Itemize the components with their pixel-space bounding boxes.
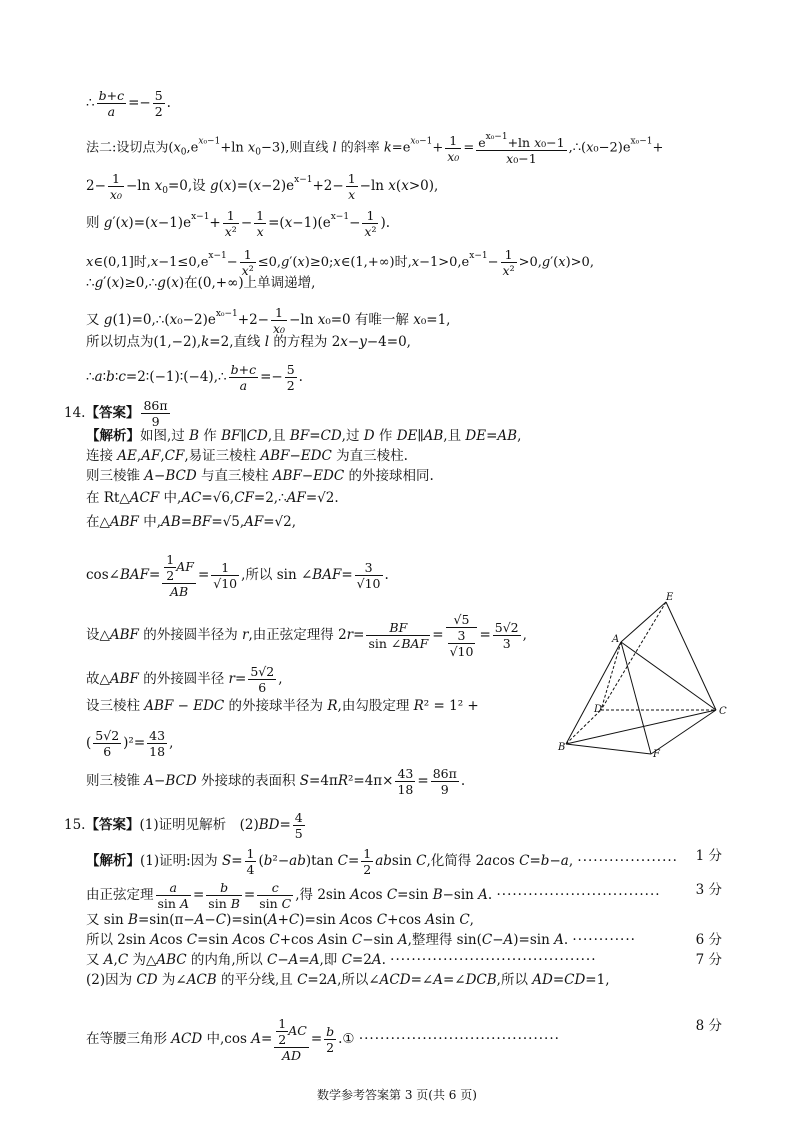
q15-line-6: (2)因为 CD 为∠ACB 的平分线,且 C=2A,所以∠ACD=∠A=∠DCB,所以 AD=CD=1, — [86, 972, 610, 988]
q15-line-3: 又 sin B=sin(π−A−C)=sin(A+C)=sin Acos C+cos Asin C, — [86, 912, 474, 928]
q15-score-2: 3 分 — [695, 882, 722, 898]
q14-line-4: 在 Rt△ACF 中,AC=√6,CF=2,∴AF=√2. — [86, 490, 339, 506]
q14-answer-line: 14.【答案】 $\frac{86\pi}{9}$ — [64, 398, 168, 429]
q15-score-4: 6 分 — [695, 932, 722, 948]
q15-line-1: 【解析】(1)证明:因为 S= $\frac{1}{4}$ (b²−ab)tan C= $\frac{1}{2}$ absin C,化简得 2acos C=b−a, ··················· — [86, 846, 678, 877]
edge-AC — [621, 642, 716, 710]
method2-line-7: 又 $g(1)=0,\therefore(x_0-2)e^{x_0-1}+2-$ $\frac{1}{\text{x₀}}$ −ln x₀=0 有唯一解 x₀=1, — [86, 305, 451, 336]
edge-FC — [651, 710, 716, 754]
edge-EC — [666, 602, 716, 710]
q14-line-1: 【解析】如图,过 B 作 BF∥CD,且 BF=CD,过 D 作 DE∥AB,且 DE=AB, — [86, 428, 522, 444]
label-E: E — [666, 592, 674, 603]
q15-line-4: 所以 2sin Acos C=sin Acos C+cos Asin C−sin A,整理得 sin(C−A)=sin A. ············ — [86, 932, 636, 948]
q15-score-7: 8 分 — [695, 1018, 722, 1034]
q15-number: 15. — [64, 817, 86, 833]
edge-AE — [621, 602, 666, 642]
q15-score-1: 1 分 — [695, 848, 722, 864]
q14-line-11: 则三棱锥 A−BCD 外接球的表面积 S=4πR²=4π× $\frac{43}{18}$ = $\frac{86\pi}{9}$ . — [86, 766, 466, 797]
q14-answer-tag: 【答案】 — [85, 405, 140, 421]
method2-line-6: ∴g′(x)≥0,∴g(x)在(0,+∞)上单调递增, — [86, 275, 316, 291]
method2-line-1: ∴ $\frac{b+c}{a}$ =− $\frac{5}{2}$ . — [86, 88, 171, 119]
edge-ED-hidden — [601, 602, 666, 710]
method2-line-2: 法二:设切点为($x_0,e^{x_0-1}+\ln$ $x_0-3$),则直线 l 的斜率 $k=e^{x_0-1}+$ $\frac{1}{\text{x₀}}$ = $\frac{e^{x_0-1}+\ln x_0-1}{\text{x₀−1}}$ $,\therefore(x_0-2)e^{x_0-1}+$ — [86, 132, 664, 166]
q14-line-10: ( $\frac{5√2}{6}$ )²= $\frac{43}{18}$ , — [86, 728, 174, 759]
q14-line-5: 在△ABF 中,AB=BF=√5,AF=√2, — [86, 514, 297, 530]
method2-line-9: ∴a∶b∶c=2∶(−1)∶(−4),∴ $\frac{b+c}{a}$ =− $\frac{5}{2}$ . — [86, 362, 303, 393]
q15-line-7: 在等腰三角形 ACD 中,cos A= $\frac{1}{2}$ AC AD = $\frac{b}{2}$ .① ······································ — [86, 1016, 560, 1063]
q14-line-6: cos∠BAF= $\frac{1}{2}$ AF AB = $\frac{1}{√10}$ ,所以 sin ∠BAF= $\frac{3}{√10}$ . — [86, 552, 389, 599]
q14-line-8: 故△ABF 的外接圆半径 r= $\frac{5√2}{6}$ , — [86, 664, 283, 695]
method2-line-8: 所以切点为(1,−2),k=2,直线 l 的方程为 2x−y−4=0, — [86, 334, 411, 350]
q15-line-5: 又 A,C 为△ABC 的内角,所以 C−A=A,即 C=2A. ······································· — [86, 952, 597, 968]
q14-line-2: 连接 AE,AF,CF,易证三棱柱 ABF−EDC 为直三棱柱. — [86, 448, 408, 464]
edge-AD-hidden — [601, 642, 621, 710]
page-footer: 数学参考答案第 3 页(共 6 页) — [317, 1088, 477, 1102]
q14-analysis-tag: 【解析】 — [86, 428, 140, 444]
label-A: A — [612, 634, 620, 645]
q15-answer-line: 15.【答案】(1)证明见解析 (2)BD= $\frac{4}{5}$ — [64, 810, 303, 841]
q14-number: 14. — [64, 405, 86, 421]
prism-figure — [556, 592, 736, 757]
q15-line-2: 由正弦定理 $\frac{a}{\text{sin A}}$ = $\frac{b}{\text{sin B}}$ = $\frac{c}{\text{sin C}}$ ,得 2sin Acos C=sin B−sin A. ······························· — [86, 880, 661, 911]
method2-line-4: 则 $g'(x)=(x-1)e^{x-1}+$ $\frac{1}{\text{x²}}$ − $\frac{1}{x}$ $=(x-1)(e^{x-1}-$ $\frac{1}{\text{x²}}$ ). — [86, 208, 391, 239]
method2-line-3: 2− $\frac{1}{\text{x₀}}$ −ln $x_0=0$,设 $g(x)=(x-2)e^{x-1}+2-$ $\frac{1}{x}$ −ln x(x>0), — [86, 171, 439, 202]
q15-score-5: 7 分 — [695, 952, 722, 968]
q15-answer-tag: 【答案】 — [85, 817, 140, 833]
q14-line-7: 设△ABF 的外接圆半径为 r,由正弦定理得 2r= $\frac{BF}{\text{sin ∠BAF}}$ = $\frac{√5}{\frac{3}{√10}}$ = $\frac{5√2}{3}$ , — [86, 612, 527, 659]
q14-line-3: 则三棱锥 A−BCD 与直三棱柱 ABF−EDC 的外接球相同. — [86, 468, 434, 484]
edge-BD-hidden — [566, 710, 601, 744]
edge-AB — [566, 642, 621, 744]
q15-analysis-tag: 【解析】 — [86, 853, 140, 869]
edge-AF — [621, 642, 651, 754]
edge-BF — [566, 744, 651, 754]
q14-line-9: 设三棱柱 ABF − EDC 的外接球半径为 R,由勾股定理 R² = 1² + — [86, 698, 479, 714]
label-D: D — [594, 704, 603, 715]
label-C: C — [719, 706, 727, 717]
label-F: F — [653, 749, 660, 757]
method2-line-5: x∈(0,1]时$,x-1\le 0,e^{x-1}-$ $\frac{1}{\text{x²}}$ ≤0,g′(x)≥0;x∈(1,+∞)时$,x-1>0,e^{x-1}-$ $\frac{1}{\text{x²}}$ >0,g′(x)>0, — [86, 247, 594, 278]
label-B: B — [558, 742, 566, 753]
